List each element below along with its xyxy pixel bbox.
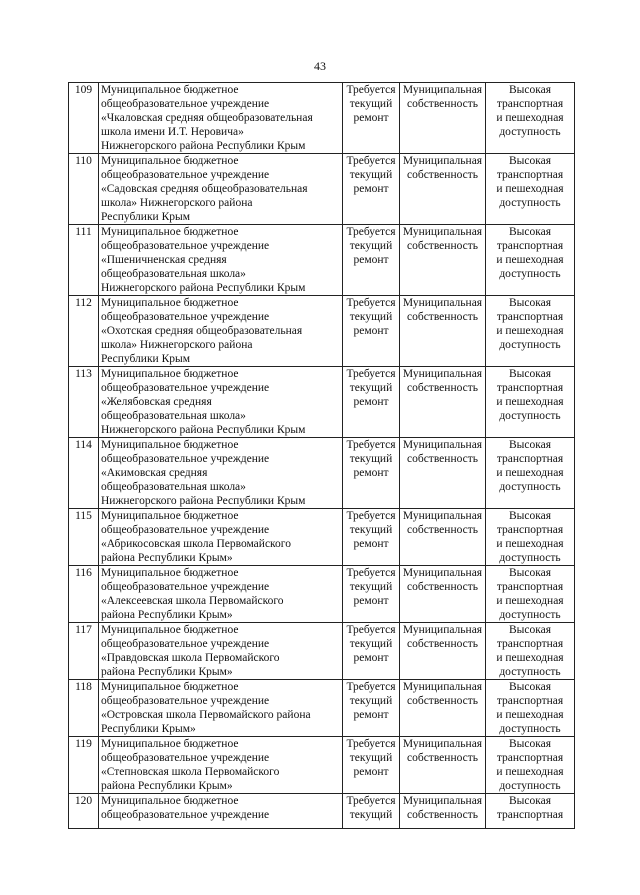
accessibility-cell: Высокая транспортная [486, 794, 575, 829]
table-row [69, 566, 575, 623]
repair-status-cell: Требуется текущий ремонт [343, 566, 400, 623]
institution-name-cell: Муниципальное бюджетное общеобразовательное учреждение «Степновская школа Первомайского района Республики Крым» [99, 737, 343, 794]
repair-status-cell: Требуется текущий [343, 794, 400, 829]
repair-status-cell: Требуется текущий ремонт [343, 509, 400, 566]
accessibility-cell: Высокая транспортная и пешеходная доступность [486, 225, 575, 296]
row-number-cell: 120 [69, 794, 99, 829]
repair-status-cell: Требуется текущий ремонт [343, 438, 400, 509]
table-row [69, 83, 575, 154]
institution-name-cell: Муниципальное бюджетное общеобразовательное учреждение «Пшеничненская средняя общеобразовательная школа» Нижнегорского района Республики Крым [99, 225, 343, 296]
row-number-cell: 109 [69, 83, 99, 154]
row-number-cell: 116 [69, 566, 99, 623]
row-number-cell: 111 [69, 225, 99, 296]
repair-status-cell: Требуется текущий ремонт [343, 83, 400, 154]
ownership-cell: Муниципальная собственность [400, 225, 486, 296]
institution-name-cell: Муниципальное бюджетное общеобразовательное учреждение «Островская школа Первомайского района Республики Крым» [99, 680, 343, 737]
accessibility-cell: Высокая транспортная и пешеходная доступность [486, 509, 575, 566]
accessibility-cell: Высокая транспортная и пешеходная доступность [486, 438, 575, 509]
ownership-cell: Муниципальная собственность [400, 623, 486, 680]
ownership-cell: Муниципальная собственность [400, 154, 486, 225]
ownership-cell: Муниципальная собственность [400, 737, 486, 794]
accessibility-cell: Высокая транспортная и пешеходная доступность [486, 154, 575, 225]
table-row [69, 794, 575, 829]
accessibility-cell: Высокая транспортная и пешеходная доступность [486, 566, 575, 623]
row-number-cell: 117 [69, 623, 99, 680]
row-number-cell: 118 [69, 680, 99, 737]
row-number-cell: 112 [69, 296, 99, 367]
table-body [69, 83, 575, 829]
row-number-cell: 119 [69, 737, 99, 794]
accessibility-cell: Высокая транспортная и пешеходная доступность [486, 680, 575, 737]
institution-name-cell: Муниципальное бюджетное общеобразовательное учреждение «Акимовская средняя общеобразовательная школа» Нижнегорского района Республики Крым [99, 438, 343, 509]
table-row [69, 737, 575, 794]
page-number: 43 [314, 59, 326, 73]
row-number-cell: 114 [69, 438, 99, 509]
institution-name-cell: Муниципальное бюджетное общеобразовательное учреждение «Желябовская средняя общеобразовательная школа» Нижнегорского района Республики Крым [99, 367, 343, 438]
table-row [69, 225, 575, 296]
repair-status-cell: Требуется текущий ремонт [343, 154, 400, 225]
accessibility-cell: Высокая транспортная и пешеходная доступность [486, 296, 575, 367]
accessibility-cell: Высокая транспортная и пешеходная доступность [486, 83, 575, 154]
repair-status-cell: Требуется текущий ремонт [343, 367, 400, 438]
repair-status-cell: Требуется текущий ремонт [343, 225, 400, 296]
ownership-cell: Муниципальная собственность [400, 566, 486, 623]
row-number-cell: 110 [69, 154, 99, 225]
institution-name-cell: Муниципальное бюджетное общеобразовательное учреждение «Чкаловская средняя общеобразовательная школа имени И.Т. Неровича» Нижнегорского района Республики Крым [99, 83, 343, 154]
table-row [69, 367, 575, 438]
ownership-cell: Муниципальная собственность [400, 296, 486, 367]
ownership-cell: Муниципальная собственность [400, 367, 486, 438]
row-number-cell: 115 [69, 509, 99, 566]
institution-name-cell: Муниципальное бюджетное общеобразовательное учреждение [99, 794, 343, 829]
institution-name-cell: Муниципальное бюджетное общеобразовательное учреждение «Алексеевская школа Первомайского района Республики Крым» [99, 566, 343, 623]
table-row [69, 154, 575, 225]
table-row [69, 509, 575, 566]
repair-status-cell: Требуется текущий ремонт [343, 680, 400, 737]
table-row [69, 623, 575, 680]
ownership-cell: Муниципальная собственность [400, 794, 486, 829]
institution-name-cell: Муниципальное бюджетное общеобразовательное учреждение «Правдовская школа Первомайского района Республики Крым» [99, 623, 343, 680]
table-row [69, 680, 575, 737]
repair-status-cell: Требуется текущий ремонт [343, 737, 400, 794]
ownership-cell: Муниципальная собственность [400, 438, 486, 509]
institution-name-cell: Муниципальное бюджетное общеобразовательное учреждение «Охотская средняя общеобразовательная школа» Нижнегорского района Республики Крым [99, 296, 343, 367]
table-row [69, 296, 575, 367]
row-number-cell: 113 [69, 367, 99, 438]
ownership-cell: Муниципальная собственность [400, 83, 486, 154]
accessibility-cell: Высокая транспортная и пешеходная доступность [486, 623, 575, 680]
institution-name-cell: Муниципальное бюджетное общеобразовательное учреждение «Садовская средняя общеобразовательная школа» Нижнегорского района Республики Крым [99, 154, 343, 225]
table-row [69, 438, 575, 509]
accessibility-cell: Высокая транспортная и пешеходная доступность [486, 367, 575, 438]
repair-status-cell: Требуется текущий ремонт [343, 296, 400, 367]
ownership-cell: Муниципальная собственность [400, 509, 486, 566]
ownership-cell: Муниципальная собственность [400, 680, 486, 737]
accessibility-cell: Высокая транспортная и пешеходная доступность [486, 737, 575, 794]
institution-name-cell: Муниципальное бюджетное общеобразовательное учреждение «Абрикосовская школа Первомайского района Республики Крым» [99, 509, 343, 566]
schools-registry-table [68, 82, 575, 829]
repair-status-cell: Требуется текущий ремонт [343, 623, 400, 680]
